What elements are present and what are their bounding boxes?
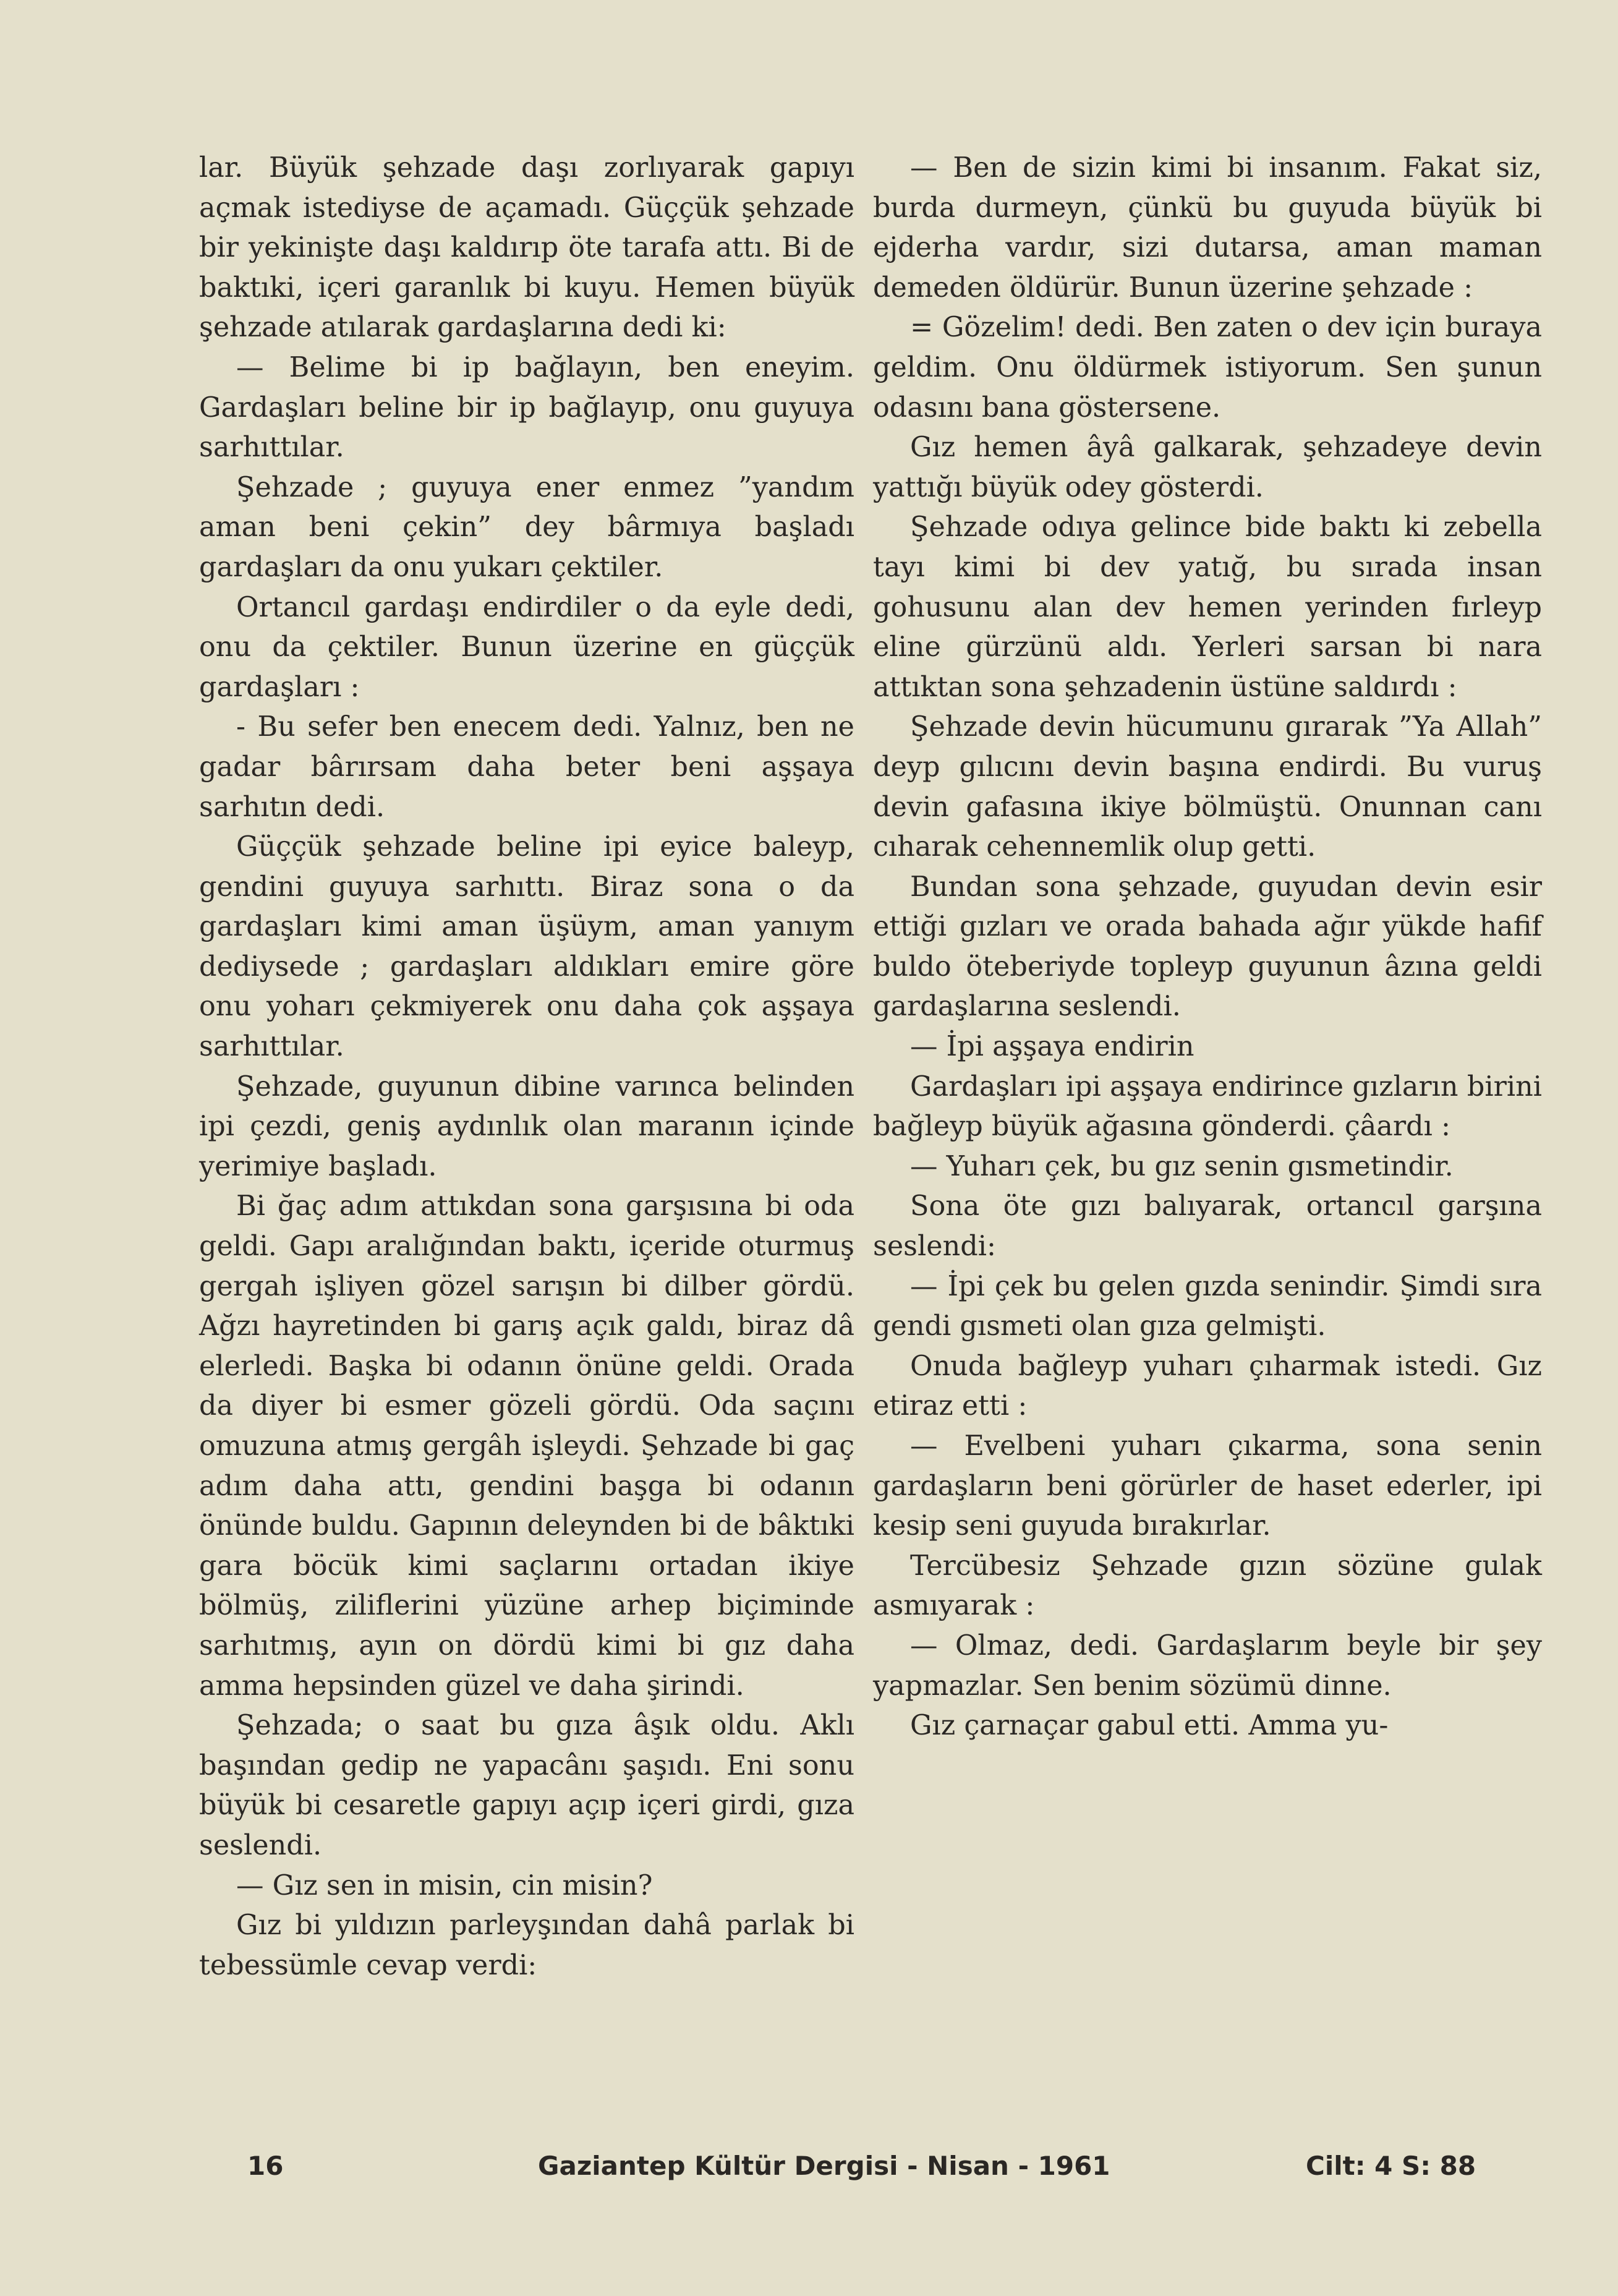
paragraph: Tercübesiz Şehzade gızın sözüne gulak asmıyarak : bbox=[873, 1550, 1542, 1622]
paragraph: — İpi aşşaya endirin bbox=[910, 1031, 1194, 1063]
page-number: 16 bbox=[247, 2151, 284, 2181]
paragraph: Şehzade odıya gelince bide baktı ki zebella tayı kimi bi dev yatığ, bu sırada insan gohusunu alan dev hemen yerinden fırleyp eline gürzünü aldı. Yerleri sarsan bi nara attıktan sona şehzadenin üstüne saldırdı : bbox=[873, 511, 1542, 703]
paragraph: Gardaşları ipi aşşaya endirince gızların birini bağleyp büyük ağasına gönderdi. çâardı : bbox=[873, 1070, 1542, 1143]
paragraph: Güççük şehzade beline ipi eyice baleyp, gendini guyuya sarhıttı. Biraz sona o da gardaşları kimi aman üşüym, aman yanıym dediysede ; gardaşları aldıkları emire göre onu yoharı çekmiyerek onu daha çok aşşaya sarhıttılar. bbox=[199, 831, 854, 1063]
right-column bbox=[873, 148, 1542, 1746]
paragraph: Gız hemen âyâ galkarak, şehzadeye devin yattığı büyük odey gösterdi. bbox=[873, 432, 1542, 503]
paragraph: — Ben de sizin kimi bi insanım. Fakat siz, burda durmeyn, çünkü bu guyuda büyük bi ejderha vardır, sizi dutarsa, aman maman demeden öldürür. Bunun üzerine şehzade : bbox=[873, 152, 1542, 304]
volume-issue: Cilt: 4 S: 88 bbox=[1306, 2151, 1476, 2181]
paragraph: Bi ğaç adım attıkdan sona garşısına bi oda geldi. Gapı aralığından baktı, içeride oturmuş gergah işliyen gözel sarışın bi dilber gördü. Ağzı hayretinden bi garış açık galdı, biraz dâ elerledi. Başka bi odanın önüne geldi. Orada da diyer bi esmer gözeli gördü. Oda saçını omuzuna atmış gergâh işleydi. Şehzade bi gaç adım daha attı, gendini başga bi odanın önünde buldu. Gapının deleynden bi de bâktıki gara böcük kimi saçlarını ortadan ikiye bölmüş, ziliflerini yüzüne arhep biçiminde sarhıtmış, ayın on dördü kimi bi gız daha amma hepsinden güzel ve daha şirindi. bbox=[199, 1190, 854, 1702]
paragraph: Gız çarnaçar gabul etti. Amma yu- bbox=[910, 1710, 1389, 1742]
paragraph: - Bu sefer ben enecem dedi. Yalnız, ben ne gadar bârırsam daha beter beni aşşaya sarhıtın dedi. bbox=[199, 711, 854, 823]
paragraph: Şehzada; o saat bu gıza âşık oldu. Aklı başından gedip ne yapacânı şaşıdı. Eni sonu büyük bi cesaretle gapıyı açıp içeri girdi, gıza seslendi. bbox=[199, 1710, 854, 1861]
paragraph: Şehzade ; guyuya ener enmez ”yandım aman beni çekin” dey bârmıya başladı gardaşları da onu yukarı çektiler. bbox=[199, 471, 854, 583]
magazine-title: Gaziantep Kültür Dergisi - Nisan - 1961 bbox=[538, 2151, 1110, 2181]
paragraph: — Olmaz, dedi. Gardaşlarım beyle bir şey yapmazlar. Sen benim sözümü dinne. bbox=[873, 1629, 1542, 1702]
paragraph: Ortancıl gardaşı endirdiler o da eyle dedi, onu da çektiler. Bunun üzerine en güççük gardaşları : bbox=[199, 591, 854, 703]
paragraph: — Evelbeni yuharı çıkarma, sona senin gardaşların beni görürler de haset ederler, ipi kesip seni guyuda bırakırlar. bbox=[873, 1430, 1542, 1542]
paragraph: Bundan sona şehzade, guyudan devin esir ettiği gızları ve orada bahada ağır yükde hafif buldo öteberiyde topleyp guyunun âzına geldi gardaşlarına seslendi. bbox=[873, 871, 1542, 1023]
paragraph: — Yuharı çek, bu gız senin gısmetindir. bbox=[910, 1150, 1454, 1182]
paragraph: — Gız sen in misin, cin misin? bbox=[236, 1869, 653, 1901]
paragraph: Şehzade, guyunun dibine varınca belinden ipi çezdi, geniş aydınlık olan maranın içinde yerimiye başladı. bbox=[199, 1070, 854, 1182]
paragraph: Şehzade devin hücumunu gırarak ”Ya Allah” deyp gılıcını devin başına endirdi. Bu vuruş devin gafasına ikiye bölmüştü. Onunnan canı cıharak cehennemlik olup getti. bbox=[873, 711, 1542, 863]
paragraph: — İpi çek bu gelen gızda senindir. Şimdi sıra gendi gısmeti olan gıza gelmişti. bbox=[873, 1270, 1542, 1342]
paragraph: lar. Büyük şehzade daşı zorlıyarak gapıyı açmak istediyse de açamadı. Güççük şehzade bir yekinişte daşı kaldırıp öte tarafa attı. Bi de baktıki, içeri garanlık bi kuyu. Hemen büyük şehzade atılarak gardaşlarına dedi ki: bbox=[199, 152, 854, 344]
paragraph: Sona öte gızı balıyarak, ortancıl garşına seslendi: bbox=[873, 1190, 1542, 1263]
paragraph: — Belime bi ip bağlayın, ben eneyim. Gardaşları beline bir ip bağlayıp, onu guyuya sarhıttılar. bbox=[199, 351, 854, 464]
page-footer bbox=[0, 2151, 1618, 2188]
left-column bbox=[199, 148, 854, 1986]
paragraph: = Gözelim! dedi. Ben zaten o dev için buraya geldim. Onu öldürmek istiyorum. Sen şunun odasını bana göstersene. bbox=[873, 312, 1542, 424]
paragraph: Onuda bağleyp yuharı çıharmak istedi. Gız etiraz etti : bbox=[873, 1350, 1542, 1422]
paragraph: Gız bi yıldızın parleyşından dahâ parlak bi tebessümle cevap verdi: bbox=[199, 1910, 854, 1981]
